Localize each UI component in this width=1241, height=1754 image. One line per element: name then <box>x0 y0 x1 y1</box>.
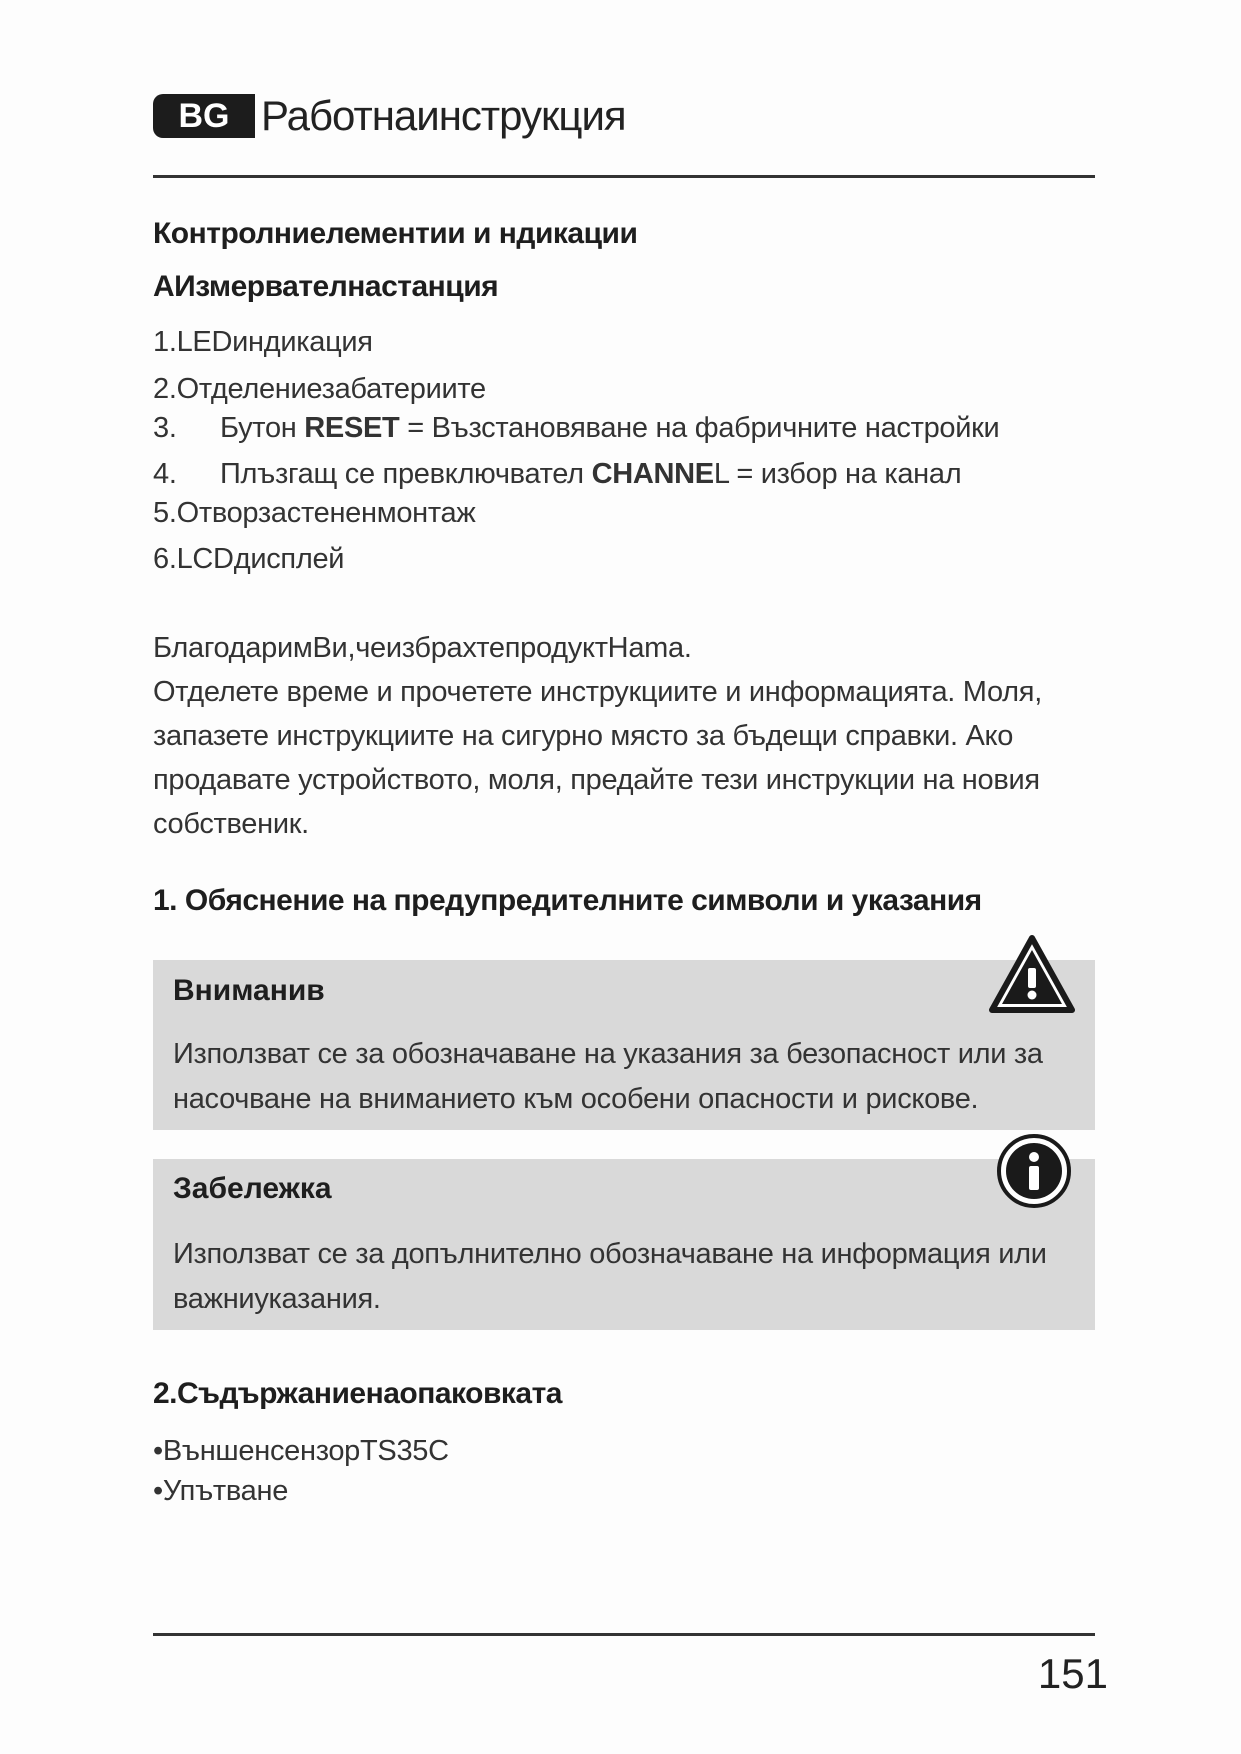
section1-heading: 1. Обяснение на предупредителните символи и указания <box>153 884 982 917</box>
package-item: •ВъншенсензорTS35C <box>153 1435 449 1467</box>
channel-label: CHANNE <box>591 458 714 490</box>
list-item-reset <box>153 412 999 445</box>
note-text: Използват се за допълнително обозначаване на информация или важниуказания. <box>173 1238 1047 1315</box>
list-item: 5.Отворзастененмонтаж <box>153 497 476 529</box>
list-item-channel <box>153 458 961 491</box>
warning-box <box>153 960 1095 1130</box>
item-number: 3. <box>153 412 177 444</box>
note-title: Забележка <box>173 1172 332 1205</box>
package-item: •Упътване <box>153 1475 289 1507</box>
station-subheading: АИзмервателнастанция <box>153 270 499 303</box>
list-item: 2.Отделениезабатериите <box>153 373 486 405</box>
item-text: L = избор на канал <box>713 458 962 490</box>
thanks-text: БлагодаримВи,чеизбрахтепродуктHama. <box>153 632 692 664</box>
item-text: Плъзгащ се превключвател <box>220 458 592 490</box>
reset-label: RESET <box>304 412 400 444</box>
warning-triangle-icon <box>988 934 1076 1016</box>
item-text: = Възстановяване на фабричните настройки <box>399 412 1000 444</box>
header-title: Работнаинструкция <box>261 92 626 139</box>
info-circle-icon <box>996 1133 1072 1209</box>
item-number: 4. <box>153 458 177 490</box>
warning-title: Вниманив <box>173 974 325 1007</box>
language-badge: BG <box>153 94 255 138</box>
list-item: 6.LCDдисплей <box>153 543 345 575</box>
intro-paragraph: Отделете време и прочетете инструкциите и информацията. Моля, запазете инструкциите на сигурно място за бъдещи справки. Ако продавате устройството, моля, предайте тези инструкции на новия собственик. <box>153 676 1042 840</box>
controls-heading: Контролниелементии и ндикации <box>153 217 638 250</box>
header-divider <box>153 175 1095 178</box>
warning-text: Използват се за обозначаване на указания за безопасност или за насочване на вниманието към особени опасности и рискове. <box>173 1038 1043 1115</box>
footer-divider <box>153 1633 1095 1636</box>
page-header <box>153 92 626 140</box>
list-item: 1.LEDиндикация <box>153 326 373 358</box>
section2-heading: 2.Съдържаниенаопаковката <box>153 1377 562 1410</box>
page-number: 151 <box>1037 1650 1108 1697</box>
note-box <box>153 1159 1095 1330</box>
item-text: Бутон <box>220 412 305 444</box>
